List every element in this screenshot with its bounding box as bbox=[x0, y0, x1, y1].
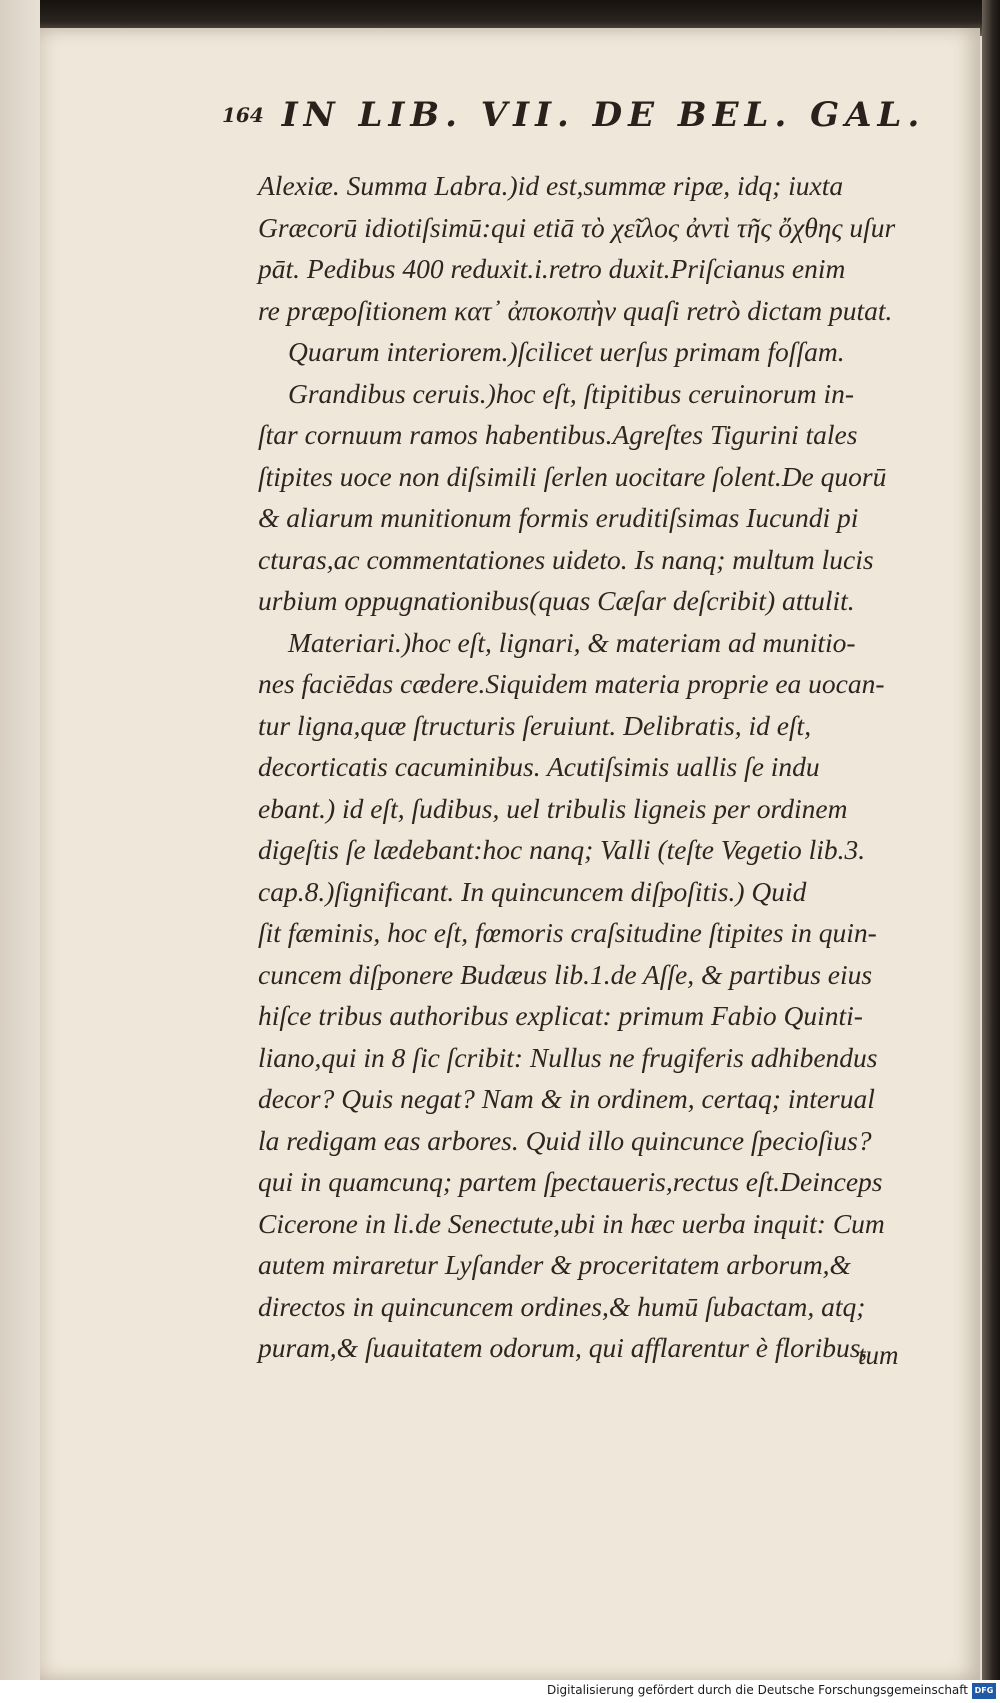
body-text bbox=[258, 165, 958, 1369]
page-number: 164 bbox=[222, 103, 264, 127]
text-line: hiſce tribus authoribus explicat: primum Fabio Quinti‑ bbox=[258, 1000, 863, 1031]
text-line: nes faciēdas cædere.Siquidem materia proprie ea uocan‑ bbox=[258, 668, 885, 699]
text-line: ebant.) id eſt, ſudibus, uel tribulis ligneis per ordinem bbox=[258, 792, 848, 824]
text-line: Græcorū idiotiſsimū:qui etiā τὸ χεῖλος ἀντὶ τῆς ὄχθης uſur bbox=[258, 211, 896, 243]
text-line: ſtipites uoce non diſsimili ſerlen uocitare ſolent.De quorū bbox=[258, 460, 887, 492]
text-line: Materiari.)hoc eſt, lignari, & materiam ad munitio‑ bbox=[288, 626, 856, 658]
text-line: Cicerone in li.de Senectute,ubi in hæc uerba inquit: Cum bbox=[258, 1207, 885, 1239]
text-line: decor? Quis negat? Nam & in ordinem, certaq; interual bbox=[258, 1083, 875, 1114]
text-line: liano,qui in 8 ſic ſcribit: Nullus ne frugiferis adhibendus bbox=[258, 1041, 878, 1073]
text-line: qui in quamcunq; partem ſpectaueris,rectus eſt.Deinceps bbox=[258, 1166, 883, 1197]
text-line: la redigam eas arbores. Quid illo quincunce ſpecioſius? bbox=[258, 1124, 872, 1156]
text-line: Quarum interiorem.)ſcilicet uerſus primam foſſam. bbox=[288, 336, 845, 367]
right-binding-edge bbox=[982, 0, 1000, 1680]
footer-bar bbox=[0, 1680, 1000, 1703]
text-line: Alexiæ. Summa Labra.)id est,summæ ripæ, idq; iuxta bbox=[258, 170, 844, 201]
text-line: puram,& ſuauitatem odorum, qui afflarentur è floribus, bbox=[258, 1332, 868, 1363]
text-line: ſit fæminis, hoc eſt, fœmoris craſsitudine ſtipites in quin‑ bbox=[258, 917, 877, 948]
text-line: tur ligna,quæ ſtructuris ſeruiunt. Delibratis, id eſt, bbox=[258, 709, 812, 741]
text-line: re præpoſitionem κατ᾽ ἀποκοπὴν quaſi retrò dictam putat. bbox=[258, 294, 893, 326]
text-line: Grandibus ceruis.)hoc eſt, ſtipitibus ceruinorum in‑ bbox=[288, 377, 854, 409]
text-line: & aliarum munitionum formis eruditiſsimas Iucundi pi bbox=[258, 502, 859, 533]
text-line: ſtar cornuum ramos habentibus.Agreſtes Tigurini tales bbox=[258, 419, 858, 450]
text-line: autem miraretur Lyſander & proceritatem arborum,& bbox=[258, 1249, 851, 1280]
footer-credit: Digitalisierung gefördert durch die Deutsche Forschungsgemeinschaft bbox=[546, 1683, 968, 1697]
left-page-edge bbox=[0, 0, 40, 1680]
text-line: cap.8.)ſignificant. In quincuncem diſpoſitis.) Quid bbox=[258, 875, 807, 907]
running-head bbox=[222, 95, 942, 135]
dfg-logo-icon: DFG bbox=[972, 1683, 996, 1699]
text-line: digeſtis ſe lædebant:hoc nanq; Valli (teſte Vegetio lib.3. bbox=[258, 834, 866, 865]
text-line: cturas,ac commentationes uideto. Is nanq; multum lucis bbox=[258, 543, 874, 575]
text-line: pāt. Pedibus 400 reduxit.i.retro duxit.Priſcianus enim bbox=[258, 253, 846, 284]
catchword: tum bbox=[858, 1340, 899, 1370]
text-line: decorticatis cacuminibus. Acutiſsimis uallis ſe indu bbox=[258, 751, 820, 782]
text-line: directos in quincuncem ordines,& humū ſubactam, atq; bbox=[258, 1290, 866, 1322]
running-head-title: IN LIB. VII. DE BEL. GAL. bbox=[281, 95, 926, 135]
text-line: cuncem diſponere Budæus lib.1.de Aſſe, & partibus eius bbox=[258, 958, 873, 990]
text-line: urbium oppugnationibus(quas Cæſar deſcribit) attulit. bbox=[258, 585, 855, 616]
